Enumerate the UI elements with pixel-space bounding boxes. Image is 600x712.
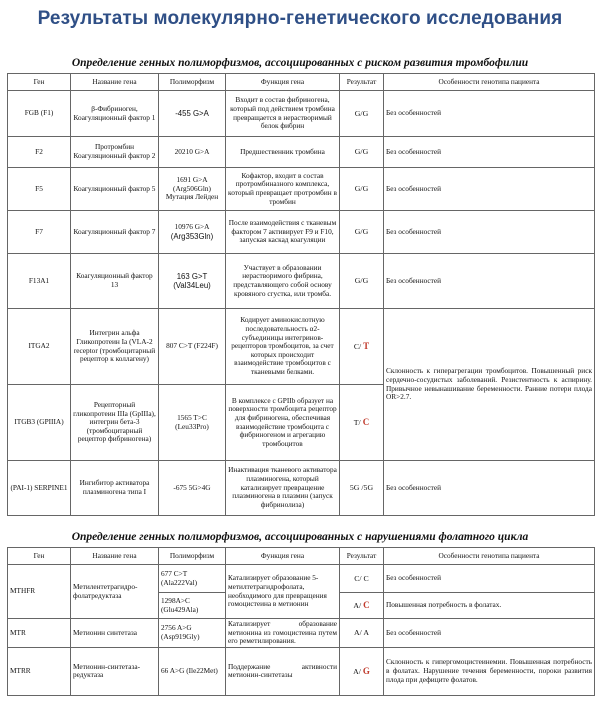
function-cell: После взаимодействия с тканевым фактором 7 активирует F9 и F10, запуская каскад коагуляции: [226, 211, 340, 254]
polymorphism-cell: [159, 254, 226, 309]
header-name: Название гена: [71, 74, 159, 91]
header-note: Особенности генотипа пациента: [384, 74, 595, 91]
result-allele: A/: [353, 667, 361, 677]
result-allele: A/: [353, 601, 362, 611]
polymorphism-cell: 1691 G>A (Arg506Gln) Мутация Лейден: [159, 168, 226, 211]
table-header: [8, 548, 595, 565]
result-cell: 5G /5G: [340, 461, 384, 516]
function-cell: Катализирует образование 5-метилтетрагидрофолата, необходимого для превращения гомоцистеина в метионин: [226, 565, 340, 619]
note-cell: Без особенностей: [384, 168, 595, 211]
polymorphism-aa: (Val34Leu): [173, 281, 211, 290]
header-gene: Ген: [8, 548, 71, 565]
risk-allele: G: [362, 666, 370, 677]
result-allele: T/: [353, 418, 361, 428]
gene-name-cell: Коагуляционный фактор 13: [71, 254, 159, 309]
result-cell: [340, 385, 384, 461]
gene-name-cell: β-Фибриноген, Коагуляционный фактор 1: [71, 91, 159, 137]
table-row: [8, 168, 595, 211]
gene-cell: MTR: [8, 619, 71, 648]
function-cell: Кофактор, входит в состав протромбиназного комплекса, который превращает протромбин в тромбин: [226, 168, 340, 211]
page-title: Результаты молекулярно-генетического исследования: [37, 8, 563, 29]
function-cell: Предшественник тромбина: [226, 137, 340, 168]
table-row: [8, 91, 595, 137]
risk-allele: C: [362, 417, 370, 428]
polymorphism-cell: 1565 T>C (Leu33Pro): [159, 385, 226, 461]
note-cell: Без особенностей: [384, 91, 595, 137]
section1-subtitle: Определение генных полиморфизмов, ассоциированных с риском развития тромбофилии: [71, 57, 529, 69]
table-row: [8, 309, 595, 385]
gene-name-cell: Метионин-синтетаза-редуктаза: [71, 647, 159, 695]
polymorphism-aa: (Arg353Gln): [170, 231, 214, 241]
gene-name-cell: Коагуляционный фактор 5: [71, 168, 159, 211]
thrombophilia-table: [7, 73, 595, 516]
function-cell: Катализирует образование метионина из гомоцистеина путем его реметилирования.: [226, 619, 340, 648]
function-cell: В комплексе с GPIIb образует на поверхности тромбоцита рецептор для фибриногена, обеспечивая взаимодействие тромбоцита с фибриногеном и агрегацию тромбоцитов: [226, 385, 340, 461]
gene-name-cell: Интегрин альфа Гликопротеин Ia (VLA-2 receptor (тромбоцитарный рецептор к коллагену): [71, 309, 159, 385]
gene-name-cell: Ингибитор активатора плазминогена типа I: [71, 461, 159, 516]
function-cell: Поддержание активности метионин-синтетазы: [226, 647, 340, 695]
note-cell: Без особенностей: [384, 461, 595, 516]
note-cell-merged: Склонность к гиперагрегации тромбоцитов. Повышенный риск сердечно-сосудистых заболеваний. Резистентность к аспирину. Привычное невынашивание беременности. Ранние потери плода OR>2.7.: [384, 309, 595, 461]
result-cell: G/G: [340, 91, 384, 137]
result-cell: [340, 647, 384, 695]
note-cell: Склонность к гипергомоцистеинемии. Повышенная потребность в фолатах. Нарушение течения беременности, пороки развития плода при дефиците фолатов.: [384, 647, 595, 695]
gene-cell: F13A1: [8, 254, 71, 309]
risk-allele: T: [363, 341, 370, 352]
polymorphism-code: 163 G>T: [176, 271, 208, 281]
result-cell: G/G: [340, 137, 384, 168]
note-cell: Без особенностей: [384, 211, 595, 254]
polymorphism-cell: [159, 211, 226, 254]
result-cell: [340, 309, 384, 385]
result-cell: C/ C: [340, 565, 384, 593]
polymorphism-cell: 677 C>T (Ala222Val): [159, 565, 226, 593]
function-cell: Кодирует аминокислотную последовательность α2-субъединицы интегринов-рецепторов тромбоцитов, за счет которых происходит взаимодействие тромбоцитов с тканевыми белками.: [226, 309, 340, 385]
polymorphism-cell: 1298A>C (Glu429Ala): [159, 593, 226, 619]
header-result: Результат: [340, 548, 384, 565]
note-cell: Повышенная потребность в фолатах.: [384, 593, 595, 619]
section2-subtitle: Определение генных полиморфизмов, ассоциированных с нарушениями фолатного цикла: [71, 531, 529, 543]
result-cell: G/G: [340, 168, 384, 211]
header-function: Функция гена: [226, 548, 340, 565]
polymorphism-cell: 2756 A>G (Asp919Gly): [159, 619, 226, 648]
header-result: Результат: [340, 74, 384, 91]
folate-table: [7, 547, 595, 696]
gene-name-cell: Коагуляционный фактор 7: [71, 211, 159, 254]
table-row: [8, 565, 595, 593]
note-cell: Без особенностей: [384, 619, 595, 648]
gene-cell: (PAI-1) SERPINE1: [8, 461, 71, 516]
gene-name-cell: Метилентетрагидро-фолатредуктаза: [71, 565, 159, 619]
result-cell: G/G: [340, 211, 384, 254]
gene-name-cell: Протромбин Коагуляционный фактор 2: [71, 137, 159, 168]
gene-cell: FGB (F1): [8, 91, 71, 137]
result-cell: [340, 593, 384, 619]
gene-name-cell: Рецепторный гликопротеин IIIa (GpIIIa), интегрин бета-3 (тромбоцитарный рецептор фибриногена): [71, 385, 159, 461]
result-cell: A/ A: [340, 619, 384, 648]
table-row: [8, 137, 595, 168]
note-cell: Без особенностей: [384, 137, 595, 168]
header-note: Особенности генотипа пациента: [384, 548, 595, 565]
result-cell: G/G: [340, 254, 384, 309]
gene-name-cell: Метионин синтетаза: [71, 619, 159, 648]
gene-cell: ITGB3 (GPIIIA): [8, 385, 71, 461]
polymorphism-cell: 20210 G>A: [159, 137, 226, 168]
gene-cell: F7: [8, 211, 71, 254]
header-function: Функция гена: [226, 74, 340, 91]
gene-cell: F5: [8, 168, 71, 211]
polymorphism-cell: -675 5G>4G: [159, 461, 226, 516]
polymorphism-cell: -455 G>A: [159, 91, 226, 137]
result-allele: C/: [353, 342, 362, 352]
polymorphism-cell: 66 A>G (Ile22Met): [159, 647, 226, 695]
table-row: [8, 461, 595, 516]
function-cell: Инактивация тканевого активатора плазминогена, который катализирует превращение плазминогена в плазмин (запуск фибринолиза): [226, 461, 340, 516]
gene-cell: F2: [8, 137, 71, 168]
gene-cell: ITGA2: [8, 309, 71, 385]
header-name: Название гена: [71, 548, 159, 565]
header-polymorphism: Полиморфизм: [159, 74, 226, 91]
function-cell: Входит в состав фибриногена, который под действием тромбина превращается в нерастворимый белок фибрин: [226, 91, 340, 137]
table-row: [8, 211, 595, 254]
polymorphism-code: 10976 G>A: [174, 221, 210, 231]
note-cell: Без особенностей: [384, 254, 595, 309]
header-gene: Ген: [8, 74, 71, 91]
table-row: [8, 647, 595, 695]
function-cell: Участвует в образовании нерастворимого фибрина, представляющего собой основу кровяного сгустка, или тромба.: [226, 254, 340, 309]
gene-cell: MTHFR: [8, 565, 71, 619]
header-polymorphism: Полиморфизм: [159, 548, 226, 565]
polymorphism-cell: 807 C>T (F224F): [159, 309, 226, 385]
gene-cell: MTRR: [8, 647, 71, 695]
note-cell: Без особенностей: [384, 565, 595, 593]
table-header: [8, 74, 595, 91]
risk-allele: C: [363, 600, 370, 611]
table-row: [8, 619, 595, 648]
table-row: [8, 254, 595, 309]
